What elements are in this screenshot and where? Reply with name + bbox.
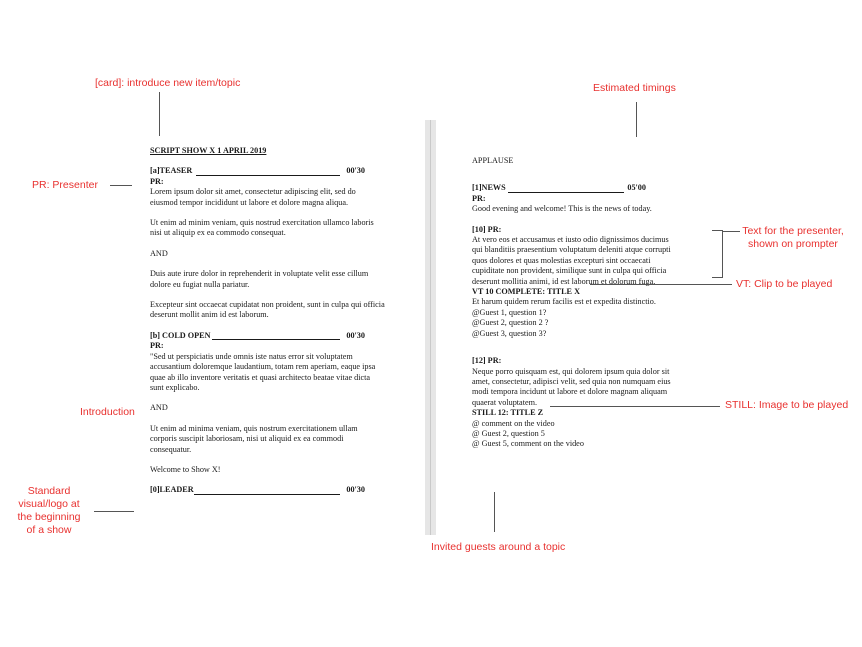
item10-line: At vero eos et accusamus et iusto odio dignissimos ducimus [472,235,669,245]
annotation-still-pointer [550,406,720,407]
cold-open-paragraph-2: Ut enim ad minima veniam, quis nostrum exercitationem ullam corporis suscipit laboriosam, nisi ut aliquid ex ea commodi consequatur. [150,423,358,454]
annotation-vt: VT: Clip to be played [736,278,833,290]
comment-2: @ Guest 2, question 5 [472,428,545,438]
annotation-prompter-line-2: shown on prompter [748,238,838,250]
comment-3: @ Guest 5, comment on the video [472,439,584,449]
annotation-card: [card]: introduce new item/topic [95,77,241,89]
annotation-timings: Estimated timings [593,82,676,94]
leader-timing: 00'30 [346,485,365,495]
leader-slug-label: [0]LEADER [150,485,194,495]
annotation-vt-pointer [590,284,732,285]
left-page-text [150,146,385,496]
applause-cue: APPLAUSE [472,156,514,165]
cold-open-paragraph-1: "Sed ut perspiciatis unde omnis iste natus error sit voluptatem accusantium doloremque laudantium, totam rem aperiam, eaque ipsa quae ab illo inventore veritatis et quasi architecto beatae vitae dicta sunt explicabo. [150,351,376,392]
teaser-slug [150,166,385,176]
teaser-and-1: AND [150,248,168,258]
item12-line: modi tempora incidunt ut labore et dolore magnam aliquam [472,387,668,397]
news-slug [472,183,722,193]
leader-slug-rule [194,494,340,495]
annotation-guests-pointer [494,492,495,532]
cold-open-pr: PR: [150,341,164,351]
teaser-paragraph-3: Duis aute irure dolor in reprehenderit in voluptate velit esse cillum dolore eu fugiat nulla pariatur. [150,269,369,289]
cold-open-slug [150,331,385,341]
annotation-prompter-line-1: Text for the presenter, [742,225,844,237]
annotation-prompter-pointer [722,231,740,232]
news-timing: 05'00 [627,183,646,193]
annotation-still: STILL: Image to be played [725,399,849,411]
teaser-paragraph-1: Lorem ipsum dolor sit amet, consectetur adipiscing elit, sed do eiusmod tempor incididunt ut labore et dolore magna aliqua. [150,187,356,207]
comment-1: @ comment on the video [472,418,555,428]
annotation-introduction: Introduction [80,406,135,418]
item12-slug: [12] PR: [472,356,502,366]
item10-line: deserunt mollitia animi, id est laborum et dolorum fuga. [472,276,656,286]
vt-cue: VT 10 COMPLETE: TITLE X [472,287,580,297]
teaser-slug-rule [196,175,340,176]
annotation-logo-line-2: visual/logo at [18,498,80,510]
annotation-guests: Invited guests around a topic [431,541,566,553]
teaser-slug-label: [a]TEASER [150,166,193,176]
news-slug-label: [1]NEWS [472,183,506,193]
news-text: Good evening and welcome! This is the news of today. [472,204,652,214]
cold-open-and: AND [150,403,168,413]
teaser-pr: PR: [150,176,164,186]
guest-question-3: @Guest 3, question 3? [472,328,547,338]
guest-question-1: @Guest 1, question 1? [472,307,547,317]
annotation-prompter-text [741,225,845,251]
item10-slug: [10] PR: [472,224,502,234]
cold-open-slug-rule [212,339,340,340]
annotation-timings-pointer [636,102,637,137]
annotation-logo-line-1: Standard [27,485,71,497]
item10-after-vt: Et harum quidem rerum facilis est et expedita distinctio. [472,297,656,307]
guest-question-2: @Guest 2, question 2 ? [472,318,549,328]
annotation-card-pointer [159,92,160,136]
teaser-paragraph-4: Excepteur sint occaecat cupidatat non proident, sunt in culpa qui officia deserunt mollit anim id est laborum. [150,300,385,320]
annotation-presenter-pointer [110,185,132,186]
annotation-prompter-bracket [712,230,723,278]
teaser-paragraph-2: Ut enim ad minim veniam, quis nostrud exercitation ullamco laboris nisi ut aliquip ex ea commodo consequat. [150,218,374,238]
item10-line: qui blanditiis praesentium voluptatum deleniti atque corrupti [472,245,671,255]
teaser-timing: 00'30 [346,166,365,176]
annotation-logo-line-3: the beginning [17,511,81,523]
page-gutter [425,120,436,535]
cold-open-timing: 00'30 [346,330,365,340]
news-slug-rule [508,192,624,193]
annotation-presenter: PR: Presenter [32,179,98,191]
annotation-logo-line-4: of a show [26,524,72,536]
news-pr: PR: [472,193,486,203]
item12-line: amet, consectetur, adipisci velit, sed quia non numquam eius [472,376,671,386]
still-cue: STILL 12: TITLE Z [472,408,544,418]
annotation-logo-pointer [94,511,134,512]
script-title: SCRIPT SHOW X 1 APRIL 2019 [150,146,267,155]
item12-line: Neque porro quisquam est, qui dolorem ipsum quia dolor sit [472,366,670,376]
leader-slug [150,485,385,495]
item10-line: quos dolores et quas molestias excepturi sint occaecati [472,255,651,265]
item12-line: quaerat voluptatem. [472,397,538,407]
annotation-standard-logo [14,485,84,537]
item10-line: cupiditate non provident, similique sunt in culpa qui officia [472,266,667,276]
cold-open-slug-label: [b] COLD OPEN [150,330,211,340]
welcome-line: Welcome to Show X! [150,464,221,474]
